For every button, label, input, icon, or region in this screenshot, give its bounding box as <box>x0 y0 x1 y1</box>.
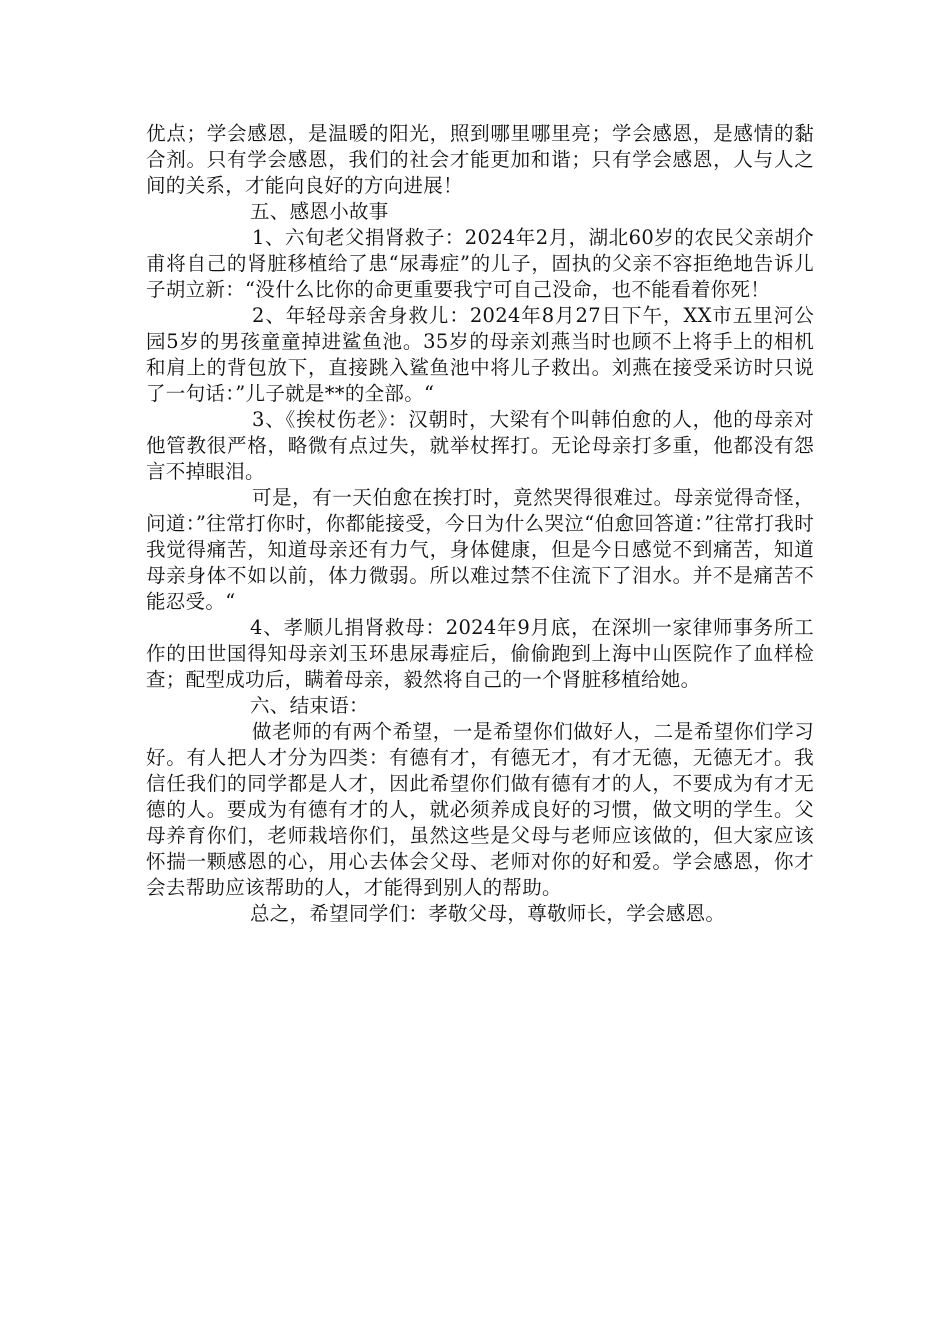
story-han-boyu-continued: 可是，有一天伯愈在挨打时，竟然哭得很难过。母亲觉得奇怪，问道：”往常打你时，你都能接受，今日为什么哭泣“伯愈回答道：”往常打我时我觉得痛苦，知道母亲还有力气，身体健康，但是今日感觉不到痛苦，知道母亲身体不如以前，体力微弱。所以难过禁不住流下了泪水。并不是痛苦不能忍受。“ <box>146 486 814 613</box>
document-page <box>146 121 814 927</box>
story-father-kidney: 1、六旬老父捐肾救子：2024年2月，湖北60岁的农民父亲胡介甫将自己的肾脏移植给了患“尿毒症”的儿子，固执的父亲不容拒绝地告诉儿子胡立新：“没什么比你的命更重要我宁可自己没命，也不能看着你死！ <box>146 226 814 301</box>
heading-conclusion: 六、结束语： <box>250 694 369 717</box>
story-han-boyu: 3、《挨杖伤老》：汉朝时，大梁有个叫韩伯愈的人，他的母亲对他管教很严格，略微有点过失，就举杖挥打。无论母亲打多重，他都没有怨言不掉眼泪。 <box>146 408 814 483</box>
paragraph-teacher-hopes: 做老师的有两个希望，一是希望你们做好人，二是希望你们学习好。有人把人才分为四类：有德有才，有德无才，有才无德，无德无才。我信任我们的同学都是人才，因此希望你们做有德有才的人，不要成为有才无德的人。要成为有德有才的人，就必须养成良好的习惯，做文明的学生。父母养育你们，老师栽培你们，虽然这些是父母与老师应该做的，但大家应该怀揣一颗感恩的心，用心去体会父母、老师对你的好和爱。学会感恩，你才会去帮助应该帮助的人，才能得到别人的帮助。 <box>146 720 814 899</box>
paragraph-gratitude-summary: 优点；学会感恩，是温暖的阳光，照到哪里哪里亮；学会感恩，是感情的黏合剂。只有学会感恩，我们的社会才能更加和谐；只有学会感恩，人与人之间的关系，才能向良好的方向进展！ <box>146 122 814 197</box>
story-son-kidney: 4、孝顺儿捐肾救母：2024年9月底，在深圳一家律师事务所工作的田世国得知母亲刘玉环患尿毒症后，偷偷跑到上海中山医院作了血样检查；配型成功后，瞒着母亲，毅然将自己的一个肾脏移植给她。 <box>146 616 814 691</box>
paragraph-closing: 总之，希望同学们：孝敬父母，尊敬师长，学会感恩。 <box>250 902 726 925</box>
heading-gratitude-stories: 五、感恩小故事 <box>250 200 389 223</box>
story-mother-rescue: 2、年轻母亲舍身救儿：2024年8月27日下午，XX市五里河公园5岁的男孩童童掉进鲨鱼池。35岁的母亲刘燕当时也顾不上将手上的相机和肩上的背包放下，直接跳入鲨鱼池中将儿子救出。刘燕在接受采访时只说了一句话：”儿子就是**的全部。“ <box>146 304 814 405</box>
